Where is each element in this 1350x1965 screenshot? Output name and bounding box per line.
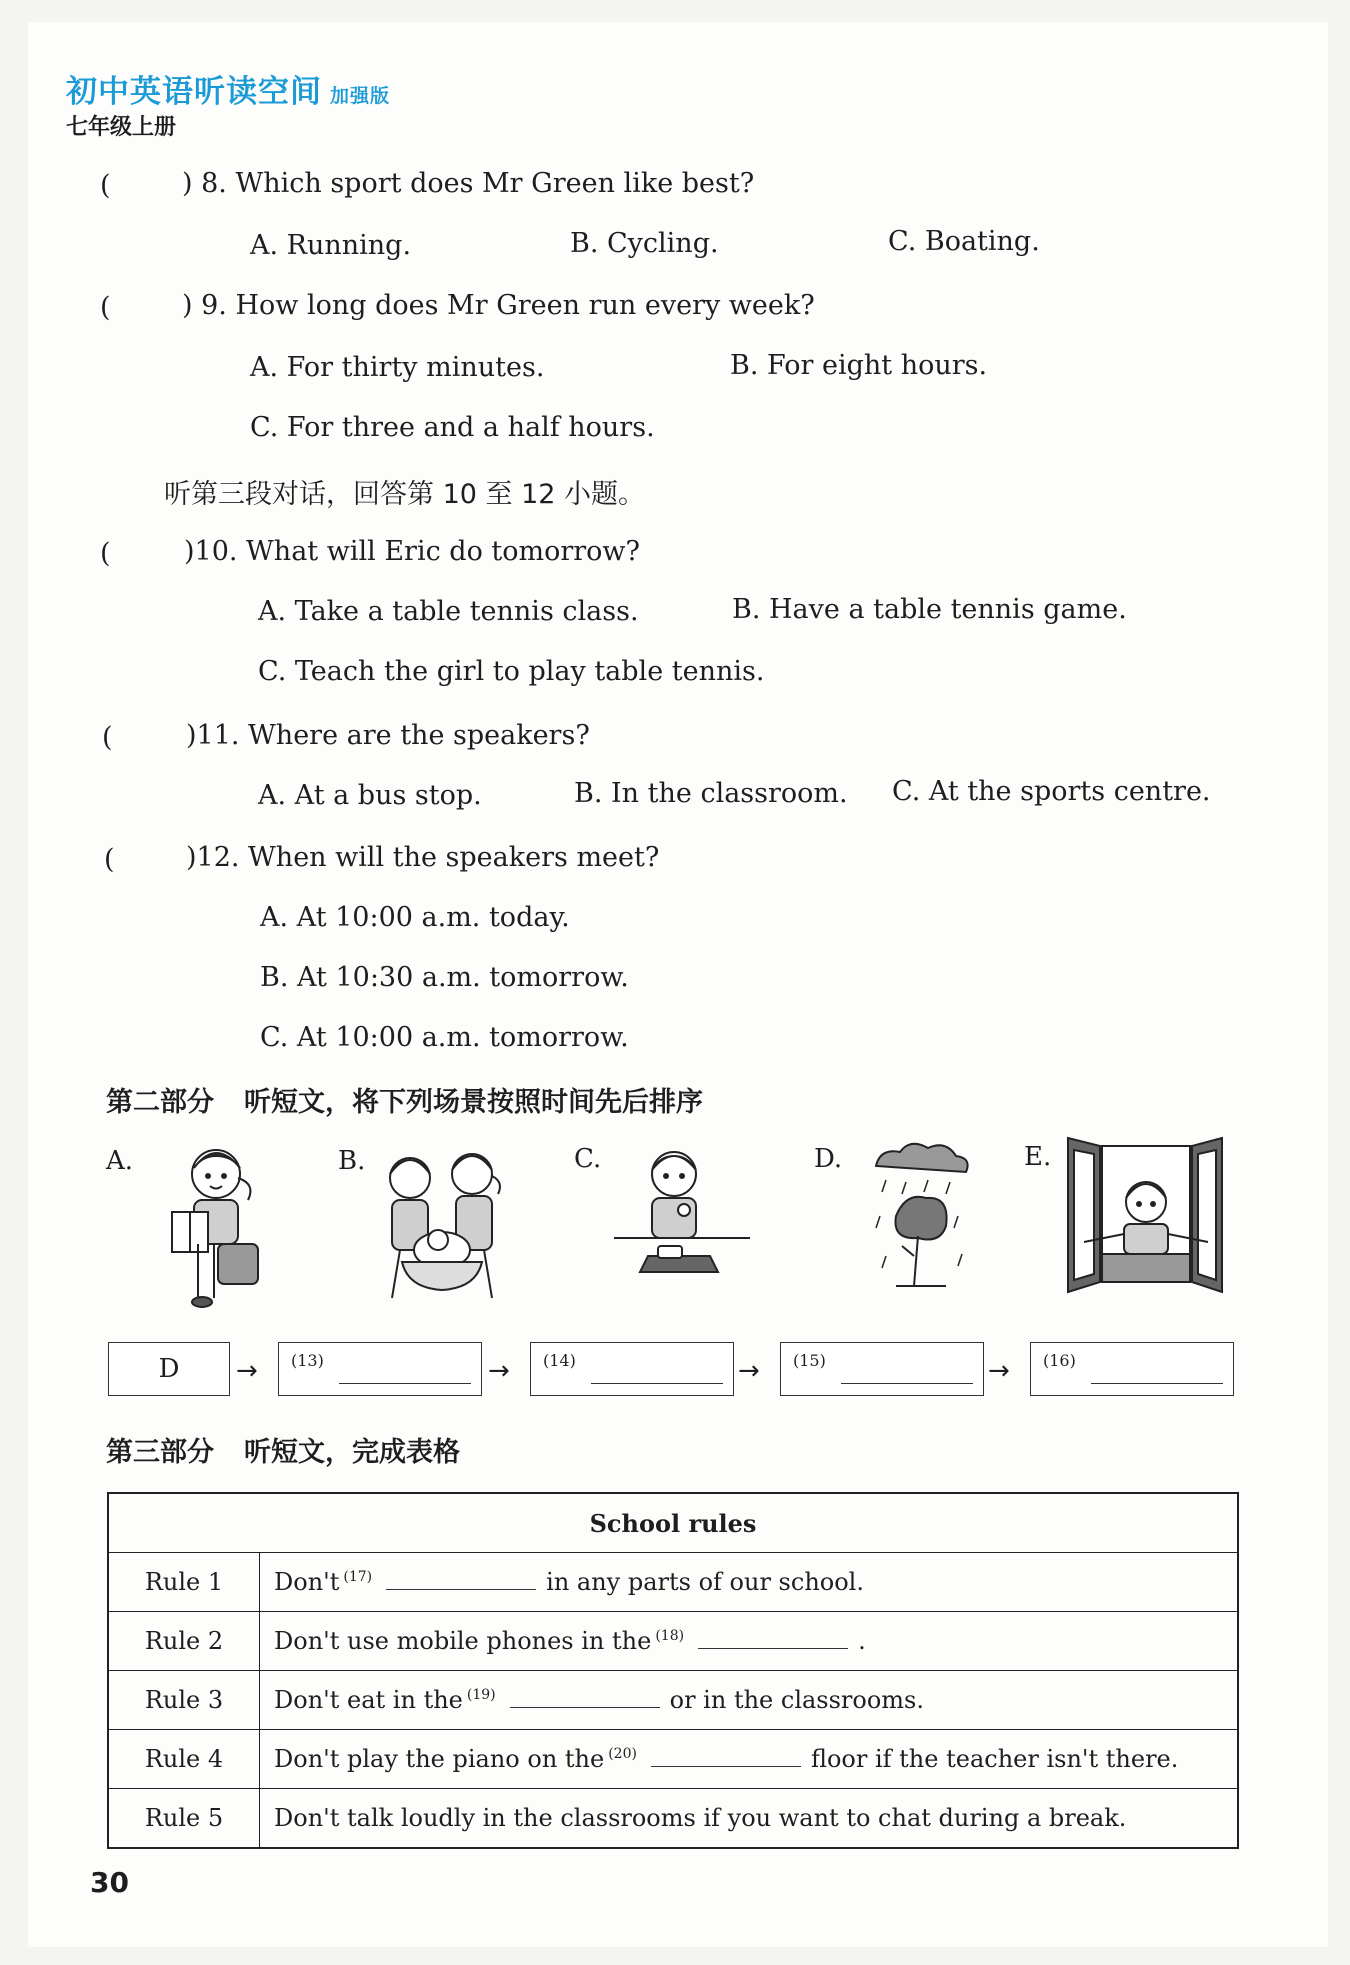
blank-number: (13)	[291, 1351, 324, 1370]
answer-paren[interactable]: (	[102, 722, 113, 753]
sequence-box-14[interactable]	[530, 1342, 734, 1396]
rule-text	[260, 1553, 1239, 1612]
rule-text-pre: Don't use mobile phones in the	[274, 1627, 652, 1655]
blank-number: (15)	[793, 1351, 826, 1370]
blank-number: (18)	[655, 1628, 685, 1644]
option-12b: B. At 10:30 a.m. tomorrow.	[260, 962, 629, 993]
part2-desc: 听短文，将下列场景按照时间先后排序	[244, 1087, 703, 1118]
rule-text-post: .	[858, 1627, 866, 1655]
book-brand	[66, 66, 390, 111]
rule-label: Rule 3	[108, 1671, 260, 1730]
option-9b: B. For eight hours.	[730, 350, 988, 381]
blank-number: (17)	[343, 1569, 373, 1585]
part2-title: 第二部分	[106, 1087, 214, 1118]
option-10a: A. Take a table tennis class.	[258, 596, 639, 627]
blank-number: (16)	[1043, 1351, 1076, 1370]
table-header-row	[108, 1493, 1238, 1553]
table-row	[108, 1730, 1238, 1789]
table-title: School rules	[108, 1493, 1238, 1553]
option-10c: C. Teach the girl to play table tennis.	[258, 656, 765, 687]
answer-paren[interactable]: (	[100, 292, 111, 323]
rainy-tree-illustration	[866, 1136, 976, 1302]
question-12: )12. When will the speakers meet?	[186, 842, 660, 873]
part3-title: 第三部分	[106, 1437, 214, 1468]
option-8c: C. Boating.	[888, 226, 1040, 257]
brand-tag: 加强版	[330, 85, 391, 107]
answer-paren[interactable]: (	[100, 538, 111, 569]
blank-number: (20)	[608, 1746, 637, 1762]
rule-label: Rule 2	[108, 1612, 260, 1671]
kids-washing-dog-illustration	[372, 1138, 512, 1310]
rule-text-post: or in the classrooms.	[669, 1686, 925, 1714]
table-row	[108, 1789, 1238, 1849]
blank-number: (14)	[543, 1351, 576, 1370]
answer-blank[interactable]	[651, 1746, 801, 1767]
answer-line[interactable]	[841, 1383, 973, 1384]
part2-heading	[106, 1080, 703, 1119]
rule-text-post: floor if the teacher isn't there.	[810, 1745, 1179, 1773]
rule-text	[260, 1671, 1239, 1730]
answer-blank[interactable]	[698, 1628, 848, 1649]
school-rules-table	[107, 1492, 1239, 1849]
option-8a: A. Running.	[250, 230, 412, 261]
sequence-box-16[interactable]	[1030, 1342, 1234, 1396]
arrow-icon: →	[988, 1356, 1010, 1386]
girl-reading-illustration	[158, 1138, 268, 1310]
answer-paren[interactable]: (	[100, 170, 111, 201]
option-11c: C. At the sports centre.	[892, 776, 1211, 807]
answer-line[interactable]	[1091, 1383, 1223, 1384]
question-8: ) 8. Which sport does Mr Green like best?	[182, 168, 755, 199]
rule-text	[260, 1730, 1239, 1789]
answer-blank[interactable]	[510, 1687, 660, 1708]
option-11b: B. In the classroom.	[574, 778, 848, 809]
brand-title: 初中英语听读空间	[66, 74, 322, 110]
part3-desc: 听短文，完成表格	[244, 1437, 460, 1468]
option-9a: A. For thirty minutes.	[250, 352, 545, 383]
option-12a: A. At 10:00 a.m. today.	[260, 902, 570, 933]
arrow-icon: →	[738, 1356, 760, 1386]
rule-text-pre: Don't	[274, 1568, 340, 1596]
blank-number: (19)	[466, 1687, 496, 1703]
sequence-box-13[interactable]	[278, 1342, 482, 1396]
answer-paren[interactable]: (	[104, 844, 115, 875]
boy-eating-illustration	[614, 1138, 754, 1288]
arrow-icon: →	[236, 1356, 258, 1386]
picture-label-d: D.	[814, 1144, 843, 1174]
option-8b: B. Cycling.	[570, 228, 719, 259]
page-number: 30	[90, 1866, 129, 1899]
rule-text	[260, 1789, 1239, 1849]
picture-label-c: C.	[574, 1144, 602, 1174]
question-11: )11. Where are the speakers?	[186, 720, 590, 751]
answer-line[interactable]	[339, 1383, 471, 1384]
option-10b: B. Have a table tennis game.	[732, 594, 1127, 625]
answer-blank[interactable]	[386, 1569, 536, 1590]
rule-text-pre: Don't talk loudly in the classrooms if you want to chat during a break.	[274, 1804, 1127, 1832]
option-12c: C. At 10:00 a.m. tomorrow.	[260, 1022, 629, 1053]
instruction-dialogue-3: 听第三段对话，回答第 10 至 12 小题。	[164, 479, 646, 510]
part3-heading	[106, 1430, 460, 1469]
question-10: )10. What will Eric do tomorrow?	[184, 536, 641, 567]
picture-label-e: E.	[1024, 1142, 1052, 1172]
table-row	[108, 1553, 1238, 1612]
sequence-box-15[interactable]	[780, 1342, 984, 1396]
rule-label: Rule 5	[108, 1789, 260, 1849]
picture-label-b: B.	[338, 1146, 366, 1176]
option-9c: C. For three and a half hours.	[250, 412, 655, 443]
table-row	[108, 1671, 1238, 1730]
rule-label: Rule 4	[108, 1730, 260, 1789]
answer-line[interactable]	[591, 1383, 723, 1384]
sequence-box-1	[108, 1342, 230, 1396]
question-9: ) 9. How long does Mr Green run every week?	[182, 290, 815, 321]
rule-text-pre: Don't eat in the	[274, 1686, 463, 1714]
rule-text-pre: Don't play the piano on the	[274, 1745, 605, 1773]
grade-label: 七年级上册	[66, 115, 177, 140]
option-11a: A. At a bus stop.	[258, 780, 482, 811]
picture-label-a: A.	[106, 1146, 134, 1176]
girl-at-window-illustration	[1064, 1136, 1226, 1296]
arrow-icon: →	[488, 1356, 510, 1386]
rule-text-post: in any parts of our school.	[546, 1568, 864, 1596]
rule-text	[260, 1612, 1239, 1671]
rule-label: Rule 1	[108, 1553, 260, 1612]
sequence-box-value: D	[158, 1354, 180, 1384]
table-row	[108, 1612, 1238, 1671]
